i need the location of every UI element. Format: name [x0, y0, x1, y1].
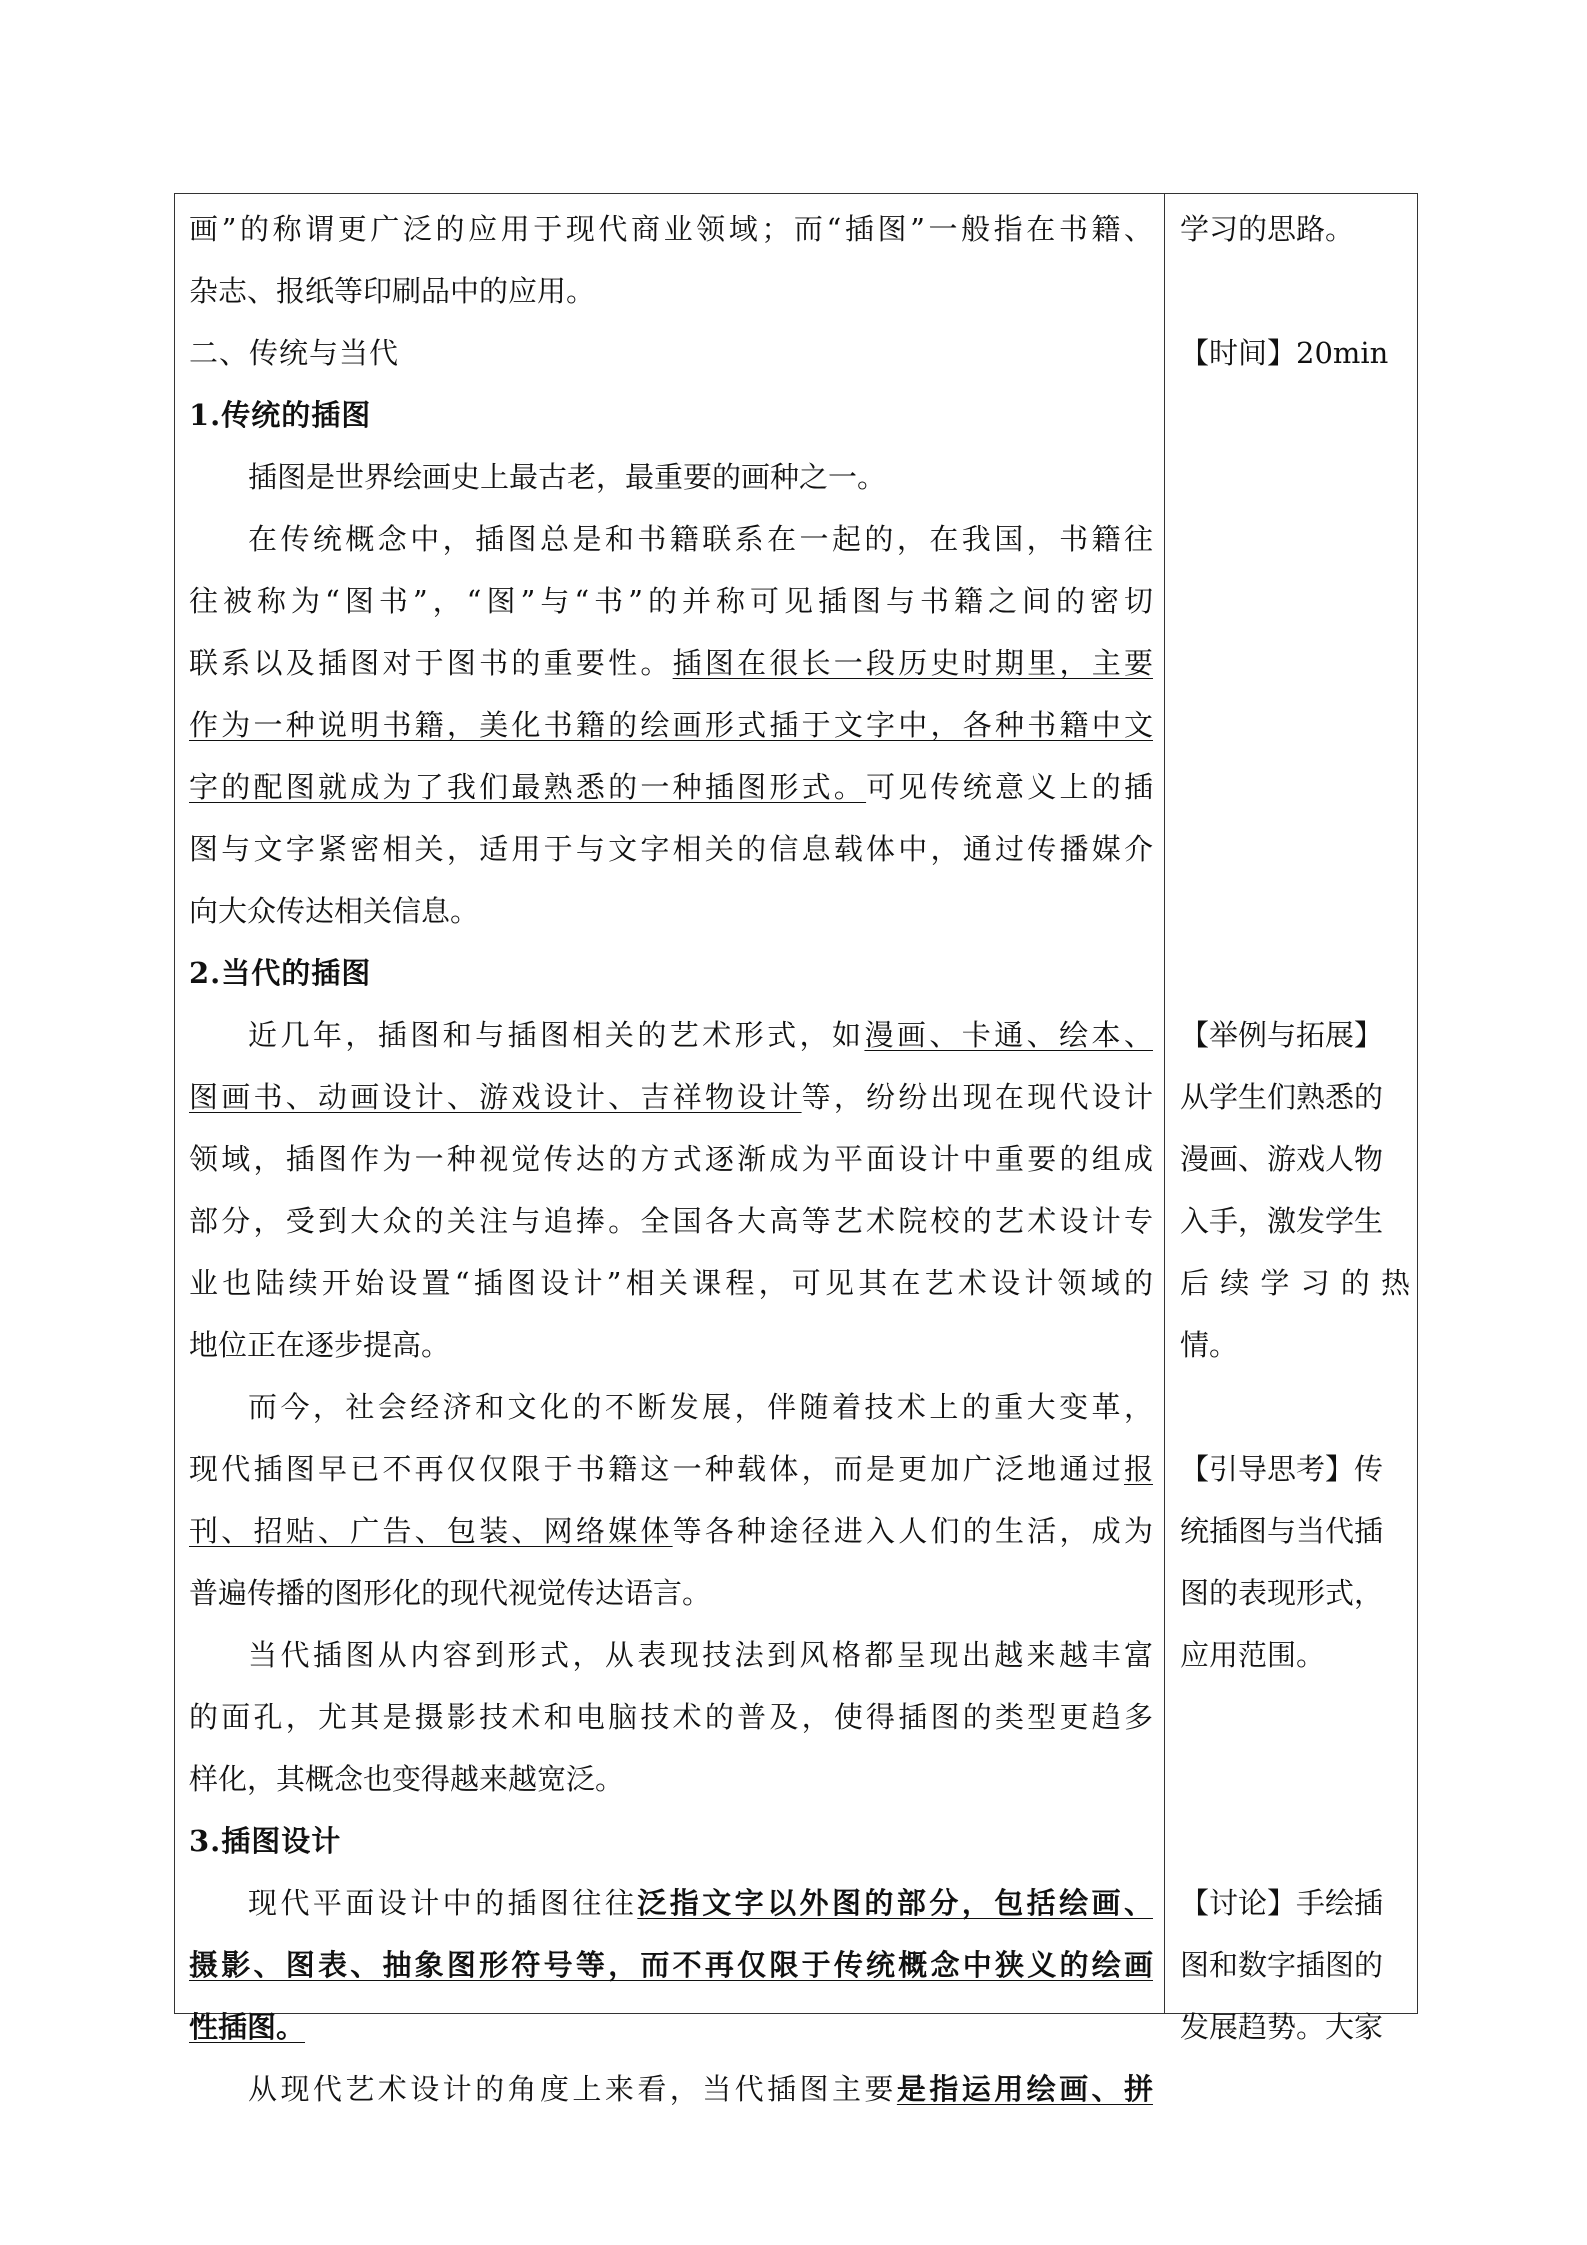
- text-segment: 近几年，插图和与插图相关的艺术形式，如: [248, 1018, 865, 1052]
- text-segment: 杂志、报纸等印刷品中的应用。: [189, 274, 596, 308]
- text-segment: 在传统概念中，插图总是和书籍联系在一起的，在我国，书籍往: [248, 522, 1153, 556]
- column-divider: [1164, 193, 1165, 2014]
- text-segment: 当代插图从内容到形式，从表现技法到风格都呈现出越来越丰富: [248, 1638, 1153, 1672]
- text-segment: 1.传统的插图: [189, 398, 372, 432]
- text-line: [189, 508, 1153, 570]
- main-content-column: [189, 198, 1153, 2120]
- note-line: [1180, 508, 1410, 570]
- underlined-text: 漫画、卡通、绘本、: [864, 1018, 1153, 1052]
- note-line: 【举例与拓展】: [1180, 1018, 1384, 1052]
- underlined-text: 报: [1123, 1452, 1153, 1486]
- underlined-text: 作为一种说明书籍，美化书籍的绘画形式插于文字中，各种书籍中文: [189, 708, 1153, 742]
- note-line: [1180, 880, 1410, 942]
- text-line: [189, 198, 1153, 260]
- note-line: 漫画、游戏人物: [1180, 1142, 1384, 1176]
- text-line: [189, 1252, 1153, 1314]
- text-line: [189, 756, 1153, 818]
- note-line: 图和数字插图的: [1180, 1948, 1384, 1982]
- note-line: [1180, 446, 1410, 508]
- text-line: [189, 818, 1153, 880]
- note-line: [1180, 818, 1410, 880]
- underlined-text: 性插图。: [189, 2010, 306, 2044]
- text-segment: 样化，其概念也变得越来越宽泛。: [189, 1762, 625, 1796]
- text-line: [189, 1376, 1153, 1438]
- text-line: [189, 1562, 1153, 1624]
- underlined-text: 刊、招贴、广告、包装、网络媒体: [189, 1514, 673, 1548]
- text-line: [189, 1934, 1153, 1996]
- underlined-text: 图画书、动画设计、游戏设计、吉祥物设计: [189, 1080, 802, 1114]
- text-segment: 二、传统与当代: [189, 336, 400, 370]
- note-line: [1180, 570, 1410, 632]
- section-heading: [189, 384, 1153, 446]
- section-heading: [189, 322, 1153, 384]
- text-line: [189, 1624, 1153, 1686]
- note-line: [1180, 632, 1410, 694]
- text-line: [189, 570, 1153, 632]
- text-segment: 等各种途径进入人们的生活，成为: [672, 1514, 1153, 1548]
- note-line: [1180, 260, 1410, 322]
- note-line: 入手，激发学生: [1180, 1204, 1384, 1238]
- text-segment: 而今，社会经济和文化的不断发展，伴随着技术上的重大变革，: [248, 1390, 1153, 1424]
- note-line: [1180, 1686, 1410, 1748]
- section-heading: [189, 942, 1153, 1004]
- note-line: 应用范围。: [1180, 1638, 1326, 1672]
- text-segment: 现代插图早已不再仅仅限于书籍这一种载体，而是更加广泛地通过: [189, 1452, 1124, 1486]
- note-line: 【时间】20min: [1180, 336, 1389, 370]
- text-segment: 联系以及插图对于图书的重要性。: [189, 646, 673, 680]
- text-segment: 领域，插图作为一种视觉传达的方式逐渐成为平面设计中重要的组成: [189, 1142, 1153, 1176]
- notes-column: [1180, 198, 1410, 2058]
- note-line: [1180, 384, 1410, 446]
- note-line: [1180, 756, 1410, 818]
- text-line: [189, 1128, 1153, 1190]
- note-line: 【讨论】手绘插: [1180, 1886, 1384, 1920]
- text-line: [189, 1066, 1153, 1128]
- note-line: [1180, 1748, 1410, 1810]
- note-line: 从学生们熟悉的: [1180, 1080, 1384, 1114]
- note-line: [1180, 1376, 1410, 1438]
- note-line: 后续学习的热: [1180, 1266, 1410, 1300]
- text-line: [189, 880, 1153, 942]
- text-segment: 从现代艺术设计的角度上来看，当代插图主要: [248, 2072, 897, 2106]
- text-segment: 地位正在逐步提高。: [189, 1328, 451, 1362]
- text-line: [189, 632, 1153, 694]
- text-segment: 等，纷纷出现在现代设计: [801, 1080, 1153, 1114]
- text-line: [189, 260, 1153, 322]
- note-line: 发展趋势。大家: [1180, 2010, 1384, 2044]
- note-line: 统插图与当代插: [1180, 1514, 1384, 1548]
- text-segment: 普遍传播的图形化的现代视觉传达语言。: [189, 1576, 712, 1610]
- section-heading: [189, 1810, 1153, 1872]
- text-segment: 部分，受到大众的关注与追捧。全国各大高等艺术院校的艺术设计专: [189, 1204, 1153, 1238]
- note-line: 图的表现形式，: [1180, 1576, 1384, 1610]
- underlined-text: 插图在很长一段历史时期里，主要: [672, 646, 1153, 680]
- text-line: [189, 1314, 1153, 1376]
- note-line: 【引导思考】传: [1180, 1452, 1384, 1486]
- text-line: [189, 1190, 1153, 1252]
- underlined-text: 字的配图就成为了我们最熟悉的一种插图形式。: [189, 770, 867, 804]
- text-line: [189, 1004, 1153, 1066]
- text-line: [189, 1500, 1153, 1562]
- note-line: [1180, 1810, 1410, 1872]
- text-segment: 插图是世界绘画史上最古老，最重要的画种之一。: [248, 460, 887, 494]
- note-line: 学习的思路。: [1180, 212, 1355, 246]
- text-line: [189, 1686, 1153, 1748]
- text-segment: 业也陆续开始设置“插图设计”相关课程，可见其在艺术设计领域的: [189, 1266, 1153, 1300]
- text-segment: 画”的称谓更广泛的应用于现代商业领域；而“插图”一般指在书籍、: [189, 212, 1153, 246]
- underlined-text: 是指运用绘画、拼: [896, 2072, 1153, 2106]
- text-line: [189, 1438, 1153, 1500]
- text-segment: 图与文字紧密相关，适用于与文字相关的信息载体中，通过传播媒介: [189, 832, 1153, 866]
- text-segment: 的面孔，尤其是摄影技术和电脑技术的普及，使得插图的类型更趋多: [189, 1700, 1153, 1734]
- underlined-text: 摄影、图表、抽象图形符号等，而不再仅限于传统概念中狭义的绘画: [189, 1948, 1153, 1982]
- underlined-text: 泛指文字以外图的部分，包括绘画、: [637, 1886, 1153, 1920]
- text-line: [189, 694, 1153, 756]
- note-line: [1180, 942, 1410, 1004]
- text-line: [189, 1996, 1153, 2058]
- text-line: [189, 1748, 1153, 1810]
- text-segment: 向大众传达相关信息。: [189, 894, 480, 928]
- note-line: 情。: [1180, 1328, 1239, 1362]
- text-segment: 2.当代的插图: [189, 956, 372, 990]
- text-segment: 可见传统意义上的插: [866, 770, 1153, 804]
- text-segment: 现代平面设计中的插图往往: [248, 1886, 638, 1920]
- text-segment: 往被称为“图书”，“图”与“书”的并称可见插图与书籍之间的密切: [189, 584, 1153, 618]
- text-line: [189, 2058, 1153, 2120]
- text-line: [189, 446, 1153, 508]
- text-segment: 3.插图设计: [189, 1824, 342, 1858]
- text-line: [189, 1872, 1153, 1934]
- note-line: [1180, 694, 1410, 756]
